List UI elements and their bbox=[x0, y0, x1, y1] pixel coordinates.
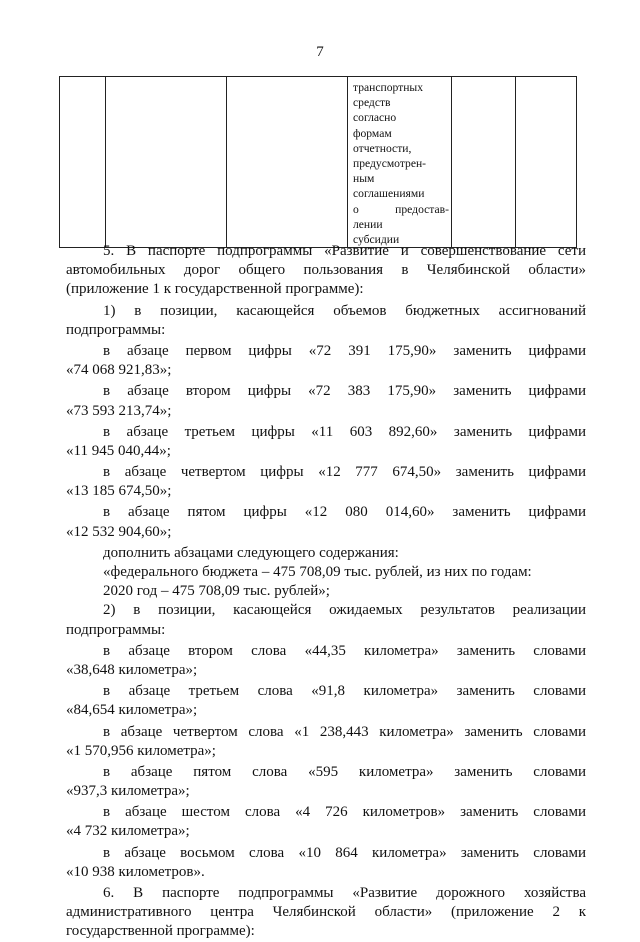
text-line: административного центра Челябинской области» (приложение 2 к bbox=[66, 904, 586, 921]
table-cell-name bbox=[106, 77, 227, 248]
text-line: «федерального бюджета – 475 708,09 тыс. рублей, из них по годам: bbox=[103, 564, 532, 580]
text-line: в абзаце пятом слова «595 километра» заменить словами bbox=[103, 763, 586, 780]
table-cell-line: лении bbox=[353, 217, 383, 231]
text-line: «38,648 километра»; bbox=[66, 661, 198, 678]
text-line: «11 945 040,44»; bbox=[66, 442, 171, 459]
table-row bbox=[60, 77, 577, 248]
table-fragment bbox=[59, 76, 577, 248]
document-body bbox=[66, 242, 586, 942]
text-line: «937,3 километра»; bbox=[66, 783, 190, 800]
text-line: «74 068 921,83»; bbox=[66, 362, 172, 379]
table-cell-line: субсидии bbox=[353, 233, 400, 247]
text-line: подпрограммы: bbox=[66, 621, 166, 638]
table-cell-method bbox=[348, 77, 452, 248]
text-line: «4 732 километра»; bbox=[66, 823, 190, 840]
table-cell-text bbox=[348, 77, 451, 247]
table-cell-line: средств bbox=[353, 96, 391, 110]
text-line: «12 532 904,60»; bbox=[66, 523, 172, 540]
text-line: «73 593 213,74»; bbox=[66, 402, 172, 419]
text-line: 1) в позиции, касающейся объемов бюджетных ассигнований bbox=[103, 302, 586, 319]
text-line: дополнить абзацами следующего содержания: bbox=[103, 544, 399, 561]
table-cell-responsible bbox=[516, 77, 577, 248]
text-line: подпрограммы: bbox=[66, 321, 166, 338]
page-number: 7 bbox=[316, 44, 324, 60]
text-line: в абзаце четвертом слова «1 238,443 километра» заменить словами bbox=[103, 723, 586, 740]
table-cell-line: ным bbox=[353, 172, 375, 186]
table-cell-line: отчетности, bbox=[353, 141, 412, 155]
table-cell-line: предусмотрен- bbox=[353, 157, 427, 171]
text-line: в абзаце восьмом слова «10 864 километра» заменить словами bbox=[103, 844, 586, 861]
text-line: «1 570,956 километра»; bbox=[66, 742, 216, 759]
text-line: 5. В паспорте подпрограммы «Развитие и совершенствование сети bbox=[103, 243, 586, 259]
text-line: 2) в позиции, касающейся ожидаемых результатов реализации bbox=[103, 602, 586, 619]
text-line: в абзаце третьем слова «91,8 километра» заменить словами bbox=[103, 683, 586, 700]
text-line: «10 938 километров». bbox=[66, 863, 205, 880]
text-line: в абзаце шестом слова «4 726 километров» заменить словами bbox=[103, 804, 586, 821]
text-line: «84,654 километра»; bbox=[66, 702, 198, 719]
table-cell-indicator bbox=[227, 77, 348, 248]
table-cell-line: соглашениями bbox=[353, 187, 425, 201]
text-line: в абзаце третьем цифры «11 603 892,60» заменить цифрами bbox=[103, 423, 586, 440]
text-line: в абзаце пятом цифры «12 080 014,60» заменить цифрами bbox=[103, 504, 586, 521]
text-line: в абзаце четвертом цифры «12 777 674,50» заменить цифрами bbox=[103, 464, 586, 481]
table-cell-line: формам bbox=[353, 126, 392, 140]
text-line: «13 185 674,50»; bbox=[66, 483, 172, 500]
table-cell-source bbox=[452, 77, 516, 248]
text-line: (приложение 1 к государственной программе): bbox=[66, 281, 364, 298]
table-cell-line: транспортных bbox=[353, 81, 424, 94]
text-line: государственной программе): bbox=[66, 923, 255, 940]
text-line: в абзаце втором цифры «72 383 175,90» заменить цифрами bbox=[103, 383, 586, 400]
table-cell-line: согласно bbox=[353, 111, 397, 125]
table-cell-line: о предостав- bbox=[353, 202, 449, 216]
text-line: в абзаце первом цифры «72 391 175,90» заменить цифрами bbox=[103, 342, 586, 359]
table-cell-number bbox=[60, 77, 106, 248]
text-line: 2020 год – 475 708,09 тыс. рублей»; bbox=[103, 583, 330, 600]
text-line: автомобильных дорог общего пользования в Челябинской области» bbox=[66, 262, 586, 279]
text-line: 6. В паспорте подпрограммы «Развитие дорожного хозяйства bbox=[103, 885, 586, 901]
text-line: в абзаце втором слова «44,35 километра» заменить словами bbox=[103, 642, 586, 659]
